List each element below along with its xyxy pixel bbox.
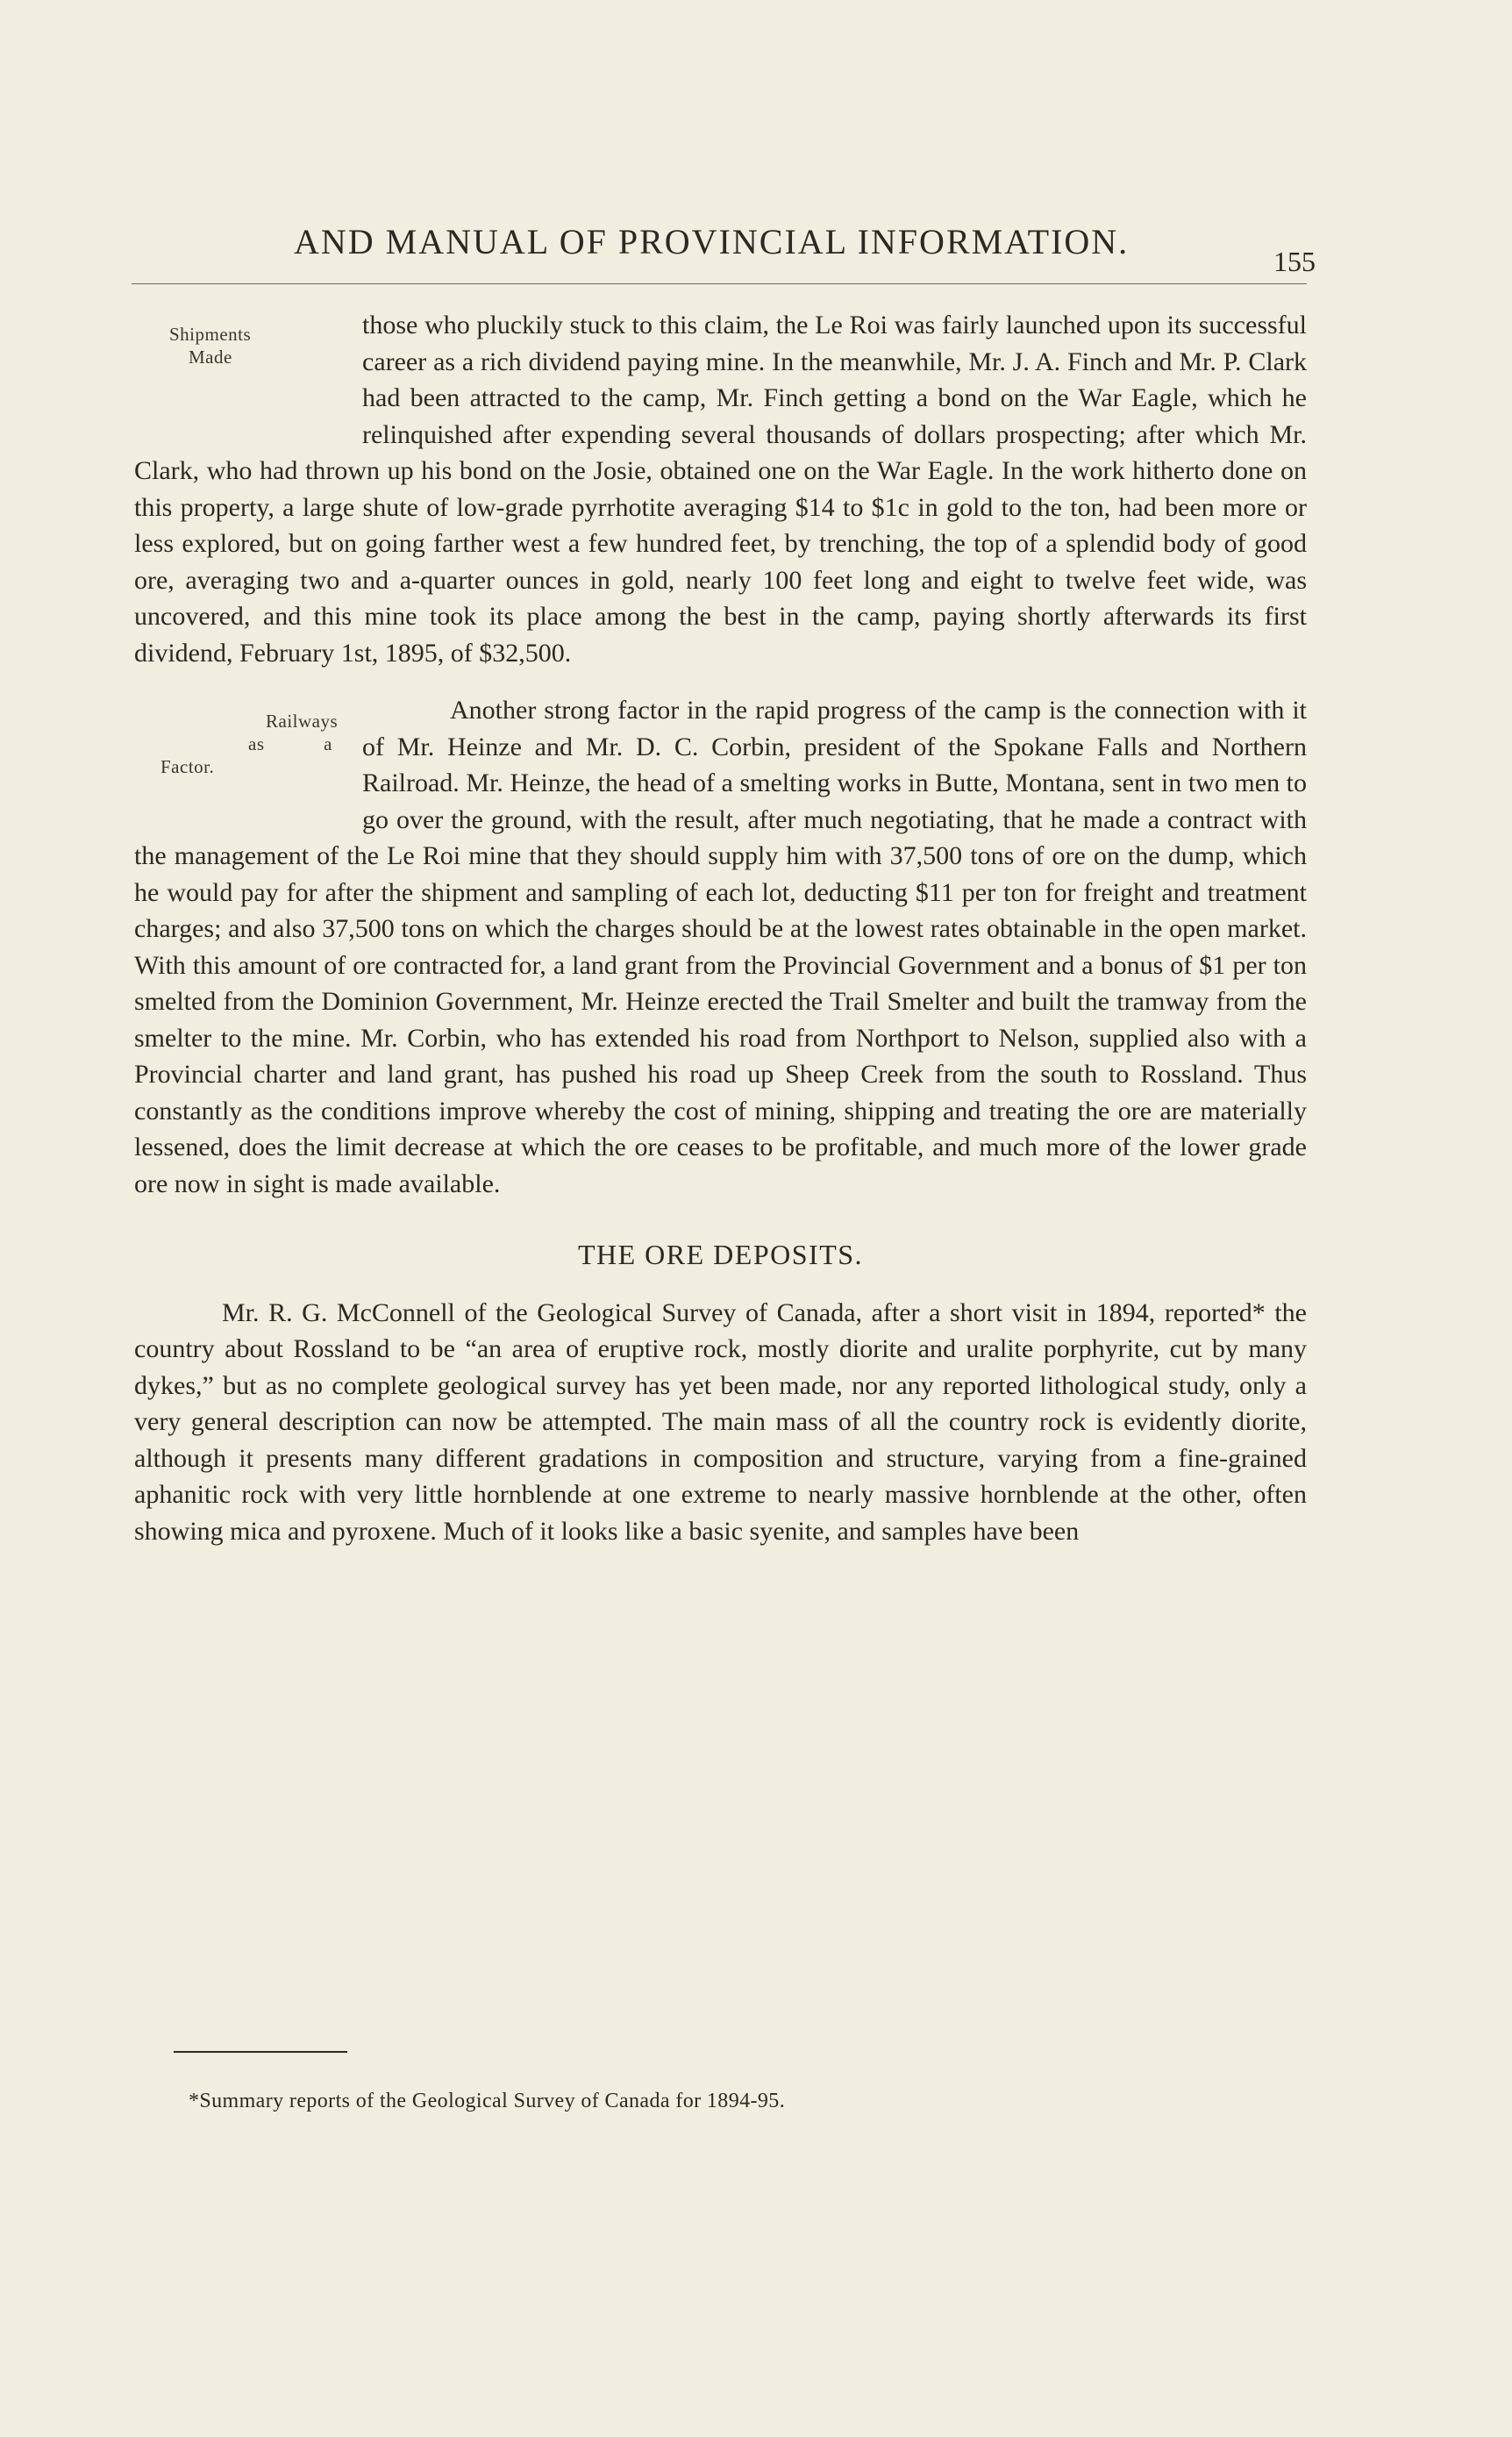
paragraph-1 [134, 307, 1307, 671]
running-head [132, 221, 1316, 282]
paragraph-2 [134, 692, 1307, 1202]
sidenote-railways-line1: Railways [266, 711, 339, 732]
sidenote-shipments-line1: Shipments [169, 324, 252, 345]
sidenote-shipments-line2: Made [189, 347, 232, 368]
paragraph-3: Mr. R. G. McConnell of the Geological Survey of Canada, after a short visit in 1894, reported* the country about Rossland to be “an area of eruptive rock, mostly diorite and uralite porphyrite, cut by many dykes,” but as no complete geological survey has yet been made, nor any reported lithological study, only a very general description can now be attempted. The main mass of all the country rock is evidently diorite, although it presents many different gradations in composition and structure, varying from a fine-grained aphanitic rock with very little hornblende at one extreme to nearly massive hornblende at the other, often showing mica and pyroxene. Much of it looks like a basic syenite, and samples have been [134, 1297, 1307, 1546]
sidenote-railways-factor [131, 699, 339, 810]
paragraph-1-text: those who pluckily stuck to this claim, the Le Roi was fairly launched upon its successful career as a rich dividend paying mine. In the meanwhile, Mr. J. A. Finch and Mr. P. Clark had been attracted to the camp, Mr. Finch getting a bond on the War Eagle, which he relinquished after expending several thousands of dollars prospecting; after which Mr. Clark, who had thrown up his bond on the Josie, obtained one on the War Eagle. In the work hitherto done on this property, a large shute of low-grade pyrrhotite averaging $14 to $1c in gold to the ton, had been more or less explored, but on going farther west a few hundred feet, by trenching, the top of a splendid body of good ore, averaging two and a-quarter ounces in gold, nearly 100 feet long and eight to twelve feet wide, was uncovered, and this mine took its place among the best in the camp, paying shortly afterwards its first dividend, February 1st, 1895, of $32,500. [134, 311, 1307, 668]
paragraph-2-text: Another strong factor in the rapid progress of the camp is the connection with it of Mr. Heinze and Mr. D. C. Corbin, president of the Spokane Falls and Northern Railroad. Mr. Heinze, the head of a smelting works in Butte, Montana, sent in two men to go over the ground, with the result, after much negotiating, that he made a contract with the management of the Le Roi mine that they should supply him with 37,500 tons of ore on the dump, which he would pay for after the shipment and sampling of each lot, deducting $11 per ton for freight and treatment charges; and also 37,500 tons on which the charges should be at the lowest rates obtainable in the open market. With this amount of ore contracted for, a land grant from the Provincial Government and a bonus of $1 per ton smelted from the Dominion Government, Mr. Heinze erected the Trail Smelter and built the tramway from the smelter to the mine. Mr. Corbin, who has extended his road from Northport to Nelson, supplied also with a Provincial charter and land grant, has pushed his road up Sheep Creek from the south to Rossland. Thus constantly as the conditions improve whereby the cost of mining, shipping and treating the ore are materially lessened, does the limit decrease at which the ore ceases to be profitable, and much more of the lower grade ore now in sight is made available. [134, 696, 1307, 1198]
sidenote-railways-line2: as a Factor. [160, 733, 332, 777]
body-text [134, 307, 1307, 1549]
header-rule [132, 283, 1307, 284]
page-number: 155 [1273, 246, 1316, 277]
footnote: *Summary reports of the Geological Survey of Canada for 1894-95. [189, 2090, 786, 2112]
section-heading: THE ORE DEPOSITS. [577, 1239, 864, 1270]
footnote-rule [174, 2051, 347, 2053]
running-title: AND MANUAL OF PROVINCIAL INFORMATION. [294, 222, 1130, 261]
sidenote-shipments-made [131, 311, 332, 419]
